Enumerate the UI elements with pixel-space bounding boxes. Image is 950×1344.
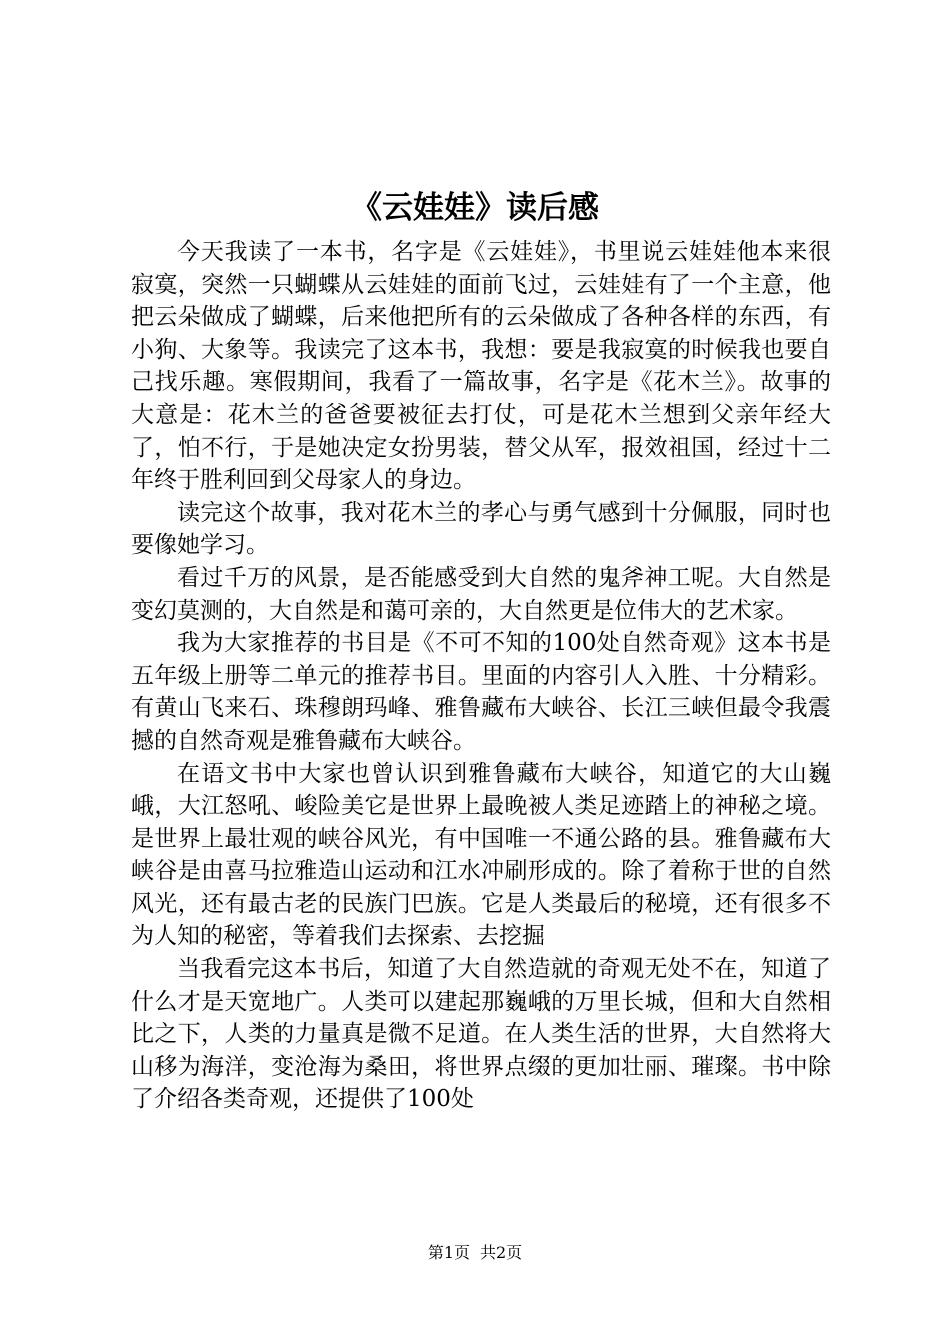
paragraph-2: 读完这个故事，我对花木兰的孝心与勇气感到十分佩服，同时也要像她学习。 bbox=[131, 499, 831, 559]
document-body bbox=[131, 236, 831, 1116]
page-number-total: 共2页 bbox=[480, 1243, 523, 1262]
paragraph-5: 在语文书中大家也曾认识到雅鲁藏布大峡谷，知道它的大山巍峨，大江怒吼、峻险美它是世界上最晚被人类足迹踏上的神秘之境。是世界上最壮观的峡谷风光，有中国唯一不通公路的县。雅鲁藏布大峡谷是由喜马拉雅造山运动和江水冲刷形成的。除了着称于世的自然风光，还有最古老的民族门巴族。它是人类最后的秘境，还有很多不为人知的秘密，等着我们去探索、去挖掘 bbox=[131, 760, 831, 950]
document-title: 《云娃娃》读后感 bbox=[351, 190, 599, 226]
paragraph-3: 看过千万的风景，是否能感受到大自然的鬼斧神工呢。大自然是变幻莫测的，大自然是和蔼可亲的，大自然更是位伟大的艺术家。 bbox=[131, 564, 831, 624]
paragraph-6: 当我看完这本书后，知道了大自然造就的奇观无处不在，知道了什么才是天宽地广。人类可以建起那巍峨的万里长城，但和大自然相比之下，人类的力量真是微不足道。在人类生活的世界，大自然将大山移为海洋，变沧海为桑田，将世界点缀的更加壮丽、璀璨。书中除了介绍各类奇观，还提供了100处 bbox=[131, 956, 831, 1113]
paragraph-4: 我为大家推荐的书目是《不可不知的100处自然奇观》这本书是五年级上册等二单元的推荐书目。里面的内容引人入胜、十分精彩。有黄山飞来石、珠穆朗玛峰、雅鲁藏布大峡谷、长江三峡但最令我震撼的自然奇观是雅鲁藏布大峡谷。 bbox=[131, 630, 831, 754]
page-footer bbox=[0, 1242, 950, 1264]
paragraph-1: 今天我读了一本书，名字是《云娃娃》，书里说云娃娃他本来很寂寞，突然一只蝴蝶从云娃娃的面前飞过，云娃娃有了一个主意，他把云朵做成了蝴蝶，后来他把所有的云朵做成了各种各样的东西，有小狗、大象等。我读完了这本书，我想：要是我寂寞的时候我也要自己找乐趣。寒假期间，我看了一篇故事，名字是《花木兰》。故事的大意是：花木兰的爸爸要被征去打仗，可是花木兰想到父亲年经大了，怕不行，于是她决定女扮男装，替父从军，报效祖国，经过十二年终于胜利回到父母家人的身边。 bbox=[131, 239, 831, 494]
page-number-current: 第1页 bbox=[427, 1243, 470, 1262]
